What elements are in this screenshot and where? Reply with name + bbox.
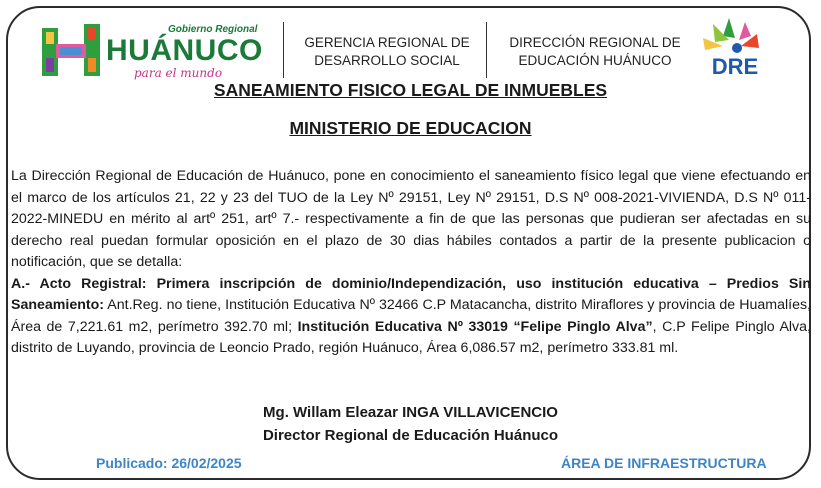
direccion-regional-label: DIRECCIÓN REGIONAL DE EDUCACIÓN HUÁNUCO [509, 35, 681, 68]
notice-subtitle: MINISTERIO DE EDUCACION [289, 118, 532, 138]
intro-paragraph: La Dirección Regional de Educación de Huánuco, pone en conocimiento el saneamiento físico legal que viene efectuando en el marco de los artículos 21, 22 y 23 del TUO de la Ley Nº 29151, Ley Nº 29151, D.S Nº 008-2021-VIVIENDA, D.S Nº 011-2022-MINEDU en mérito al artº 251, artº 7.- respectivamente a fin de que las personas que pudieran ser afectadas en su derecho real puedan formular oposición en el plazo de 30 dias hábiles contados a partir de la presente publicacion o notificación, que se detalla: [11, 168, 811, 270]
dre-logo-text: DRE [711, 54, 759, 79]
item-text-2: , C.P Felipe Pinglo Alva, distrito de Luyando, provincia de Leoncio Prado, región Huánuco, Área 6,086.57 m2, perímetro 333.81 ml. [11, 318, 811, 356]
area-label: ÁREA DE INFRAESTRUCTURA [561, 455, 767, 471]
divider [486, 22, 487, 78]
notice-title: SANEAMIENTO FISICO LEGAL DE INMUEBLES [213, 80, 608, 100]
gerencia-regional-label: GERENCIA REGIONAL DE DESARROLLO SOCIAL [304, 35, 470, 68]
header [40, 14, 785, 82]
item-text-1: Ant.Reg. no tiene, Institución Educativa Nº 32466 C.P Matacancha, distrito Miraflores y provincia de Huamalíes, Área de 7,221.61 m2, perímetro 392.70 ml; [11, 297, 811, 335]
item-heading: A.- Acto Registral: Primera inscripción de dominio/Independización, uso institución educativa – Predios Sin Saneamiento: [11, 275, 811, 313]
item-institution-2: Institución Educativa Nº 33019 “Felipe Pinglo Alva” [297, 318, 653, 335]
huanuco-h-emblem-icon [40, 18, 102, 78]
notice-body [11, 166, 811, 360]
huanuco-wordmark: HUÁNUCO [106, 34, 263, 67]
gobierno-regional-label: Gobierno Regional [168, 24, 258, 35]
registry-item [11, 274, 811, 360]
gobierno-regional-huanuco-logo [40, 16, 265, 80]
dre-logo-icon [695, 16, 775, 82]
signatory-position: Director Regional de Educación Huánuco [262, 427, 559, 444]
publication-date: Publicado: 26/02/2025 [96, 455, 242, 471]
tagline: para el mundo [134, 66, 223, 80]
divider [283, 22, 284, 78]
signatory-name: Mg. Willam Eleazar INGA VILLAVICENCIO [263, 404, 558, 421]
